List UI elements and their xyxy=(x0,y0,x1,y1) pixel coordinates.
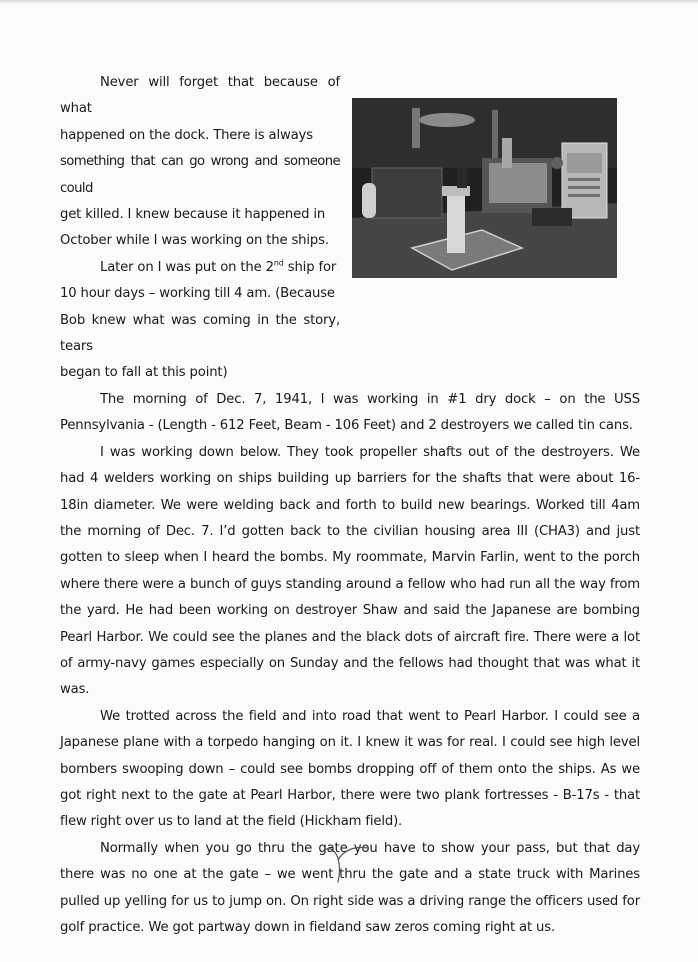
paragraph-1-line: something that can go wrong and someone could xyxy=(60,154,340,196)
paragraph-1-line: get killed. I knew because it happened in xyxy=(60,207,326,223)
paragraph-5: We trotted across the field and into road that went to Pearl Harbor. I could see a Japanese plane with a torpedo hanging on it. I knew it was for real. I could see high level bombers swooping down – could see bombs dropping off of them onto the ships. As we got right next to the gate at Pearl Harbor, there were two plank fortresses - B-17s - that flew right over us to land at the field (Hickham field). xyxy=(60,708,640,830)
handwritten-signature xyxy=(318,838,378,884)
paragraph-2-line: began to fall at this point) xyxy=(60,365,228,381)
paragraph-2-line: 10 hour days – working till 4 am. (Because xyxy=(60,286,335,302)
paragraph-2-text: Later on I was put on the 2 xyxy=(100,259,274,275)
paragraph-1-line: happened on the dock. There is always xyxy=(60,127,313,143)
paragraph-6: Normally when you go thru the gate you have to show your pass, but that day there was no one at the gate – we went thru the gate and a state truck with Marines pulled up yelling for us to jump on. On right side was a driving range the officers used for golf practice. We got partway down in fieldand saw zeros coming right at us. xyxy=(60,840,640,935)
paragraph-1-line: October while I was working on the ships. xyxy=(60,233,329,249)
body-text xyxy=(60,70,640,941)
paragraph-1-line: Never will forget that because of what xyxy=(60,75,340,117)
paragraph-2-line: Bob knew what was coming in the story, tears xyxy=(60,312,340,355)
paragraph-2-line xyxy=(60,255,340,281)
scan-edge xyxy=(0,0,698,4)
ordinal-suffix: nd xyxy=(273,258,284,268)
paragraph-3: The morning of Dec. 7, 1941, I was working in #1 dry dock – on the USS Pennsylvania - (Length - 612 Feet, Beam - 106 Feet) and 2 destroyers we called tin cans. xyxy=(60,391,640,434)
paragraph-4: I was working down below. They took propeller shafts out of the destroyers. We had 4 welders working on ships building up barriers for the shafts that were about 16-18in diameter. We were welding back and forth to build new bearings. Worked till 4am the morning of Dec. 7. I’d gotten back to the civilian housing area III (CHA3) and just gotten to sleep when I heard the bombs. My roommate, Marvin Farlin, went to the porch where there were a bunch of guys standing around a fellow who had run all the way from the yard. He had been working on destroyer Shaw and said the Japanese are bombing Pearl Harbor. We could see the planes and the black dots of aircraft fire. There were a lot of army-navy games especially on Sunday and the fellows had thought that was what it was. xyxy=(60,444,640,698)
paragraph-2-text: ship for xyxy=(283,259,337,275)
